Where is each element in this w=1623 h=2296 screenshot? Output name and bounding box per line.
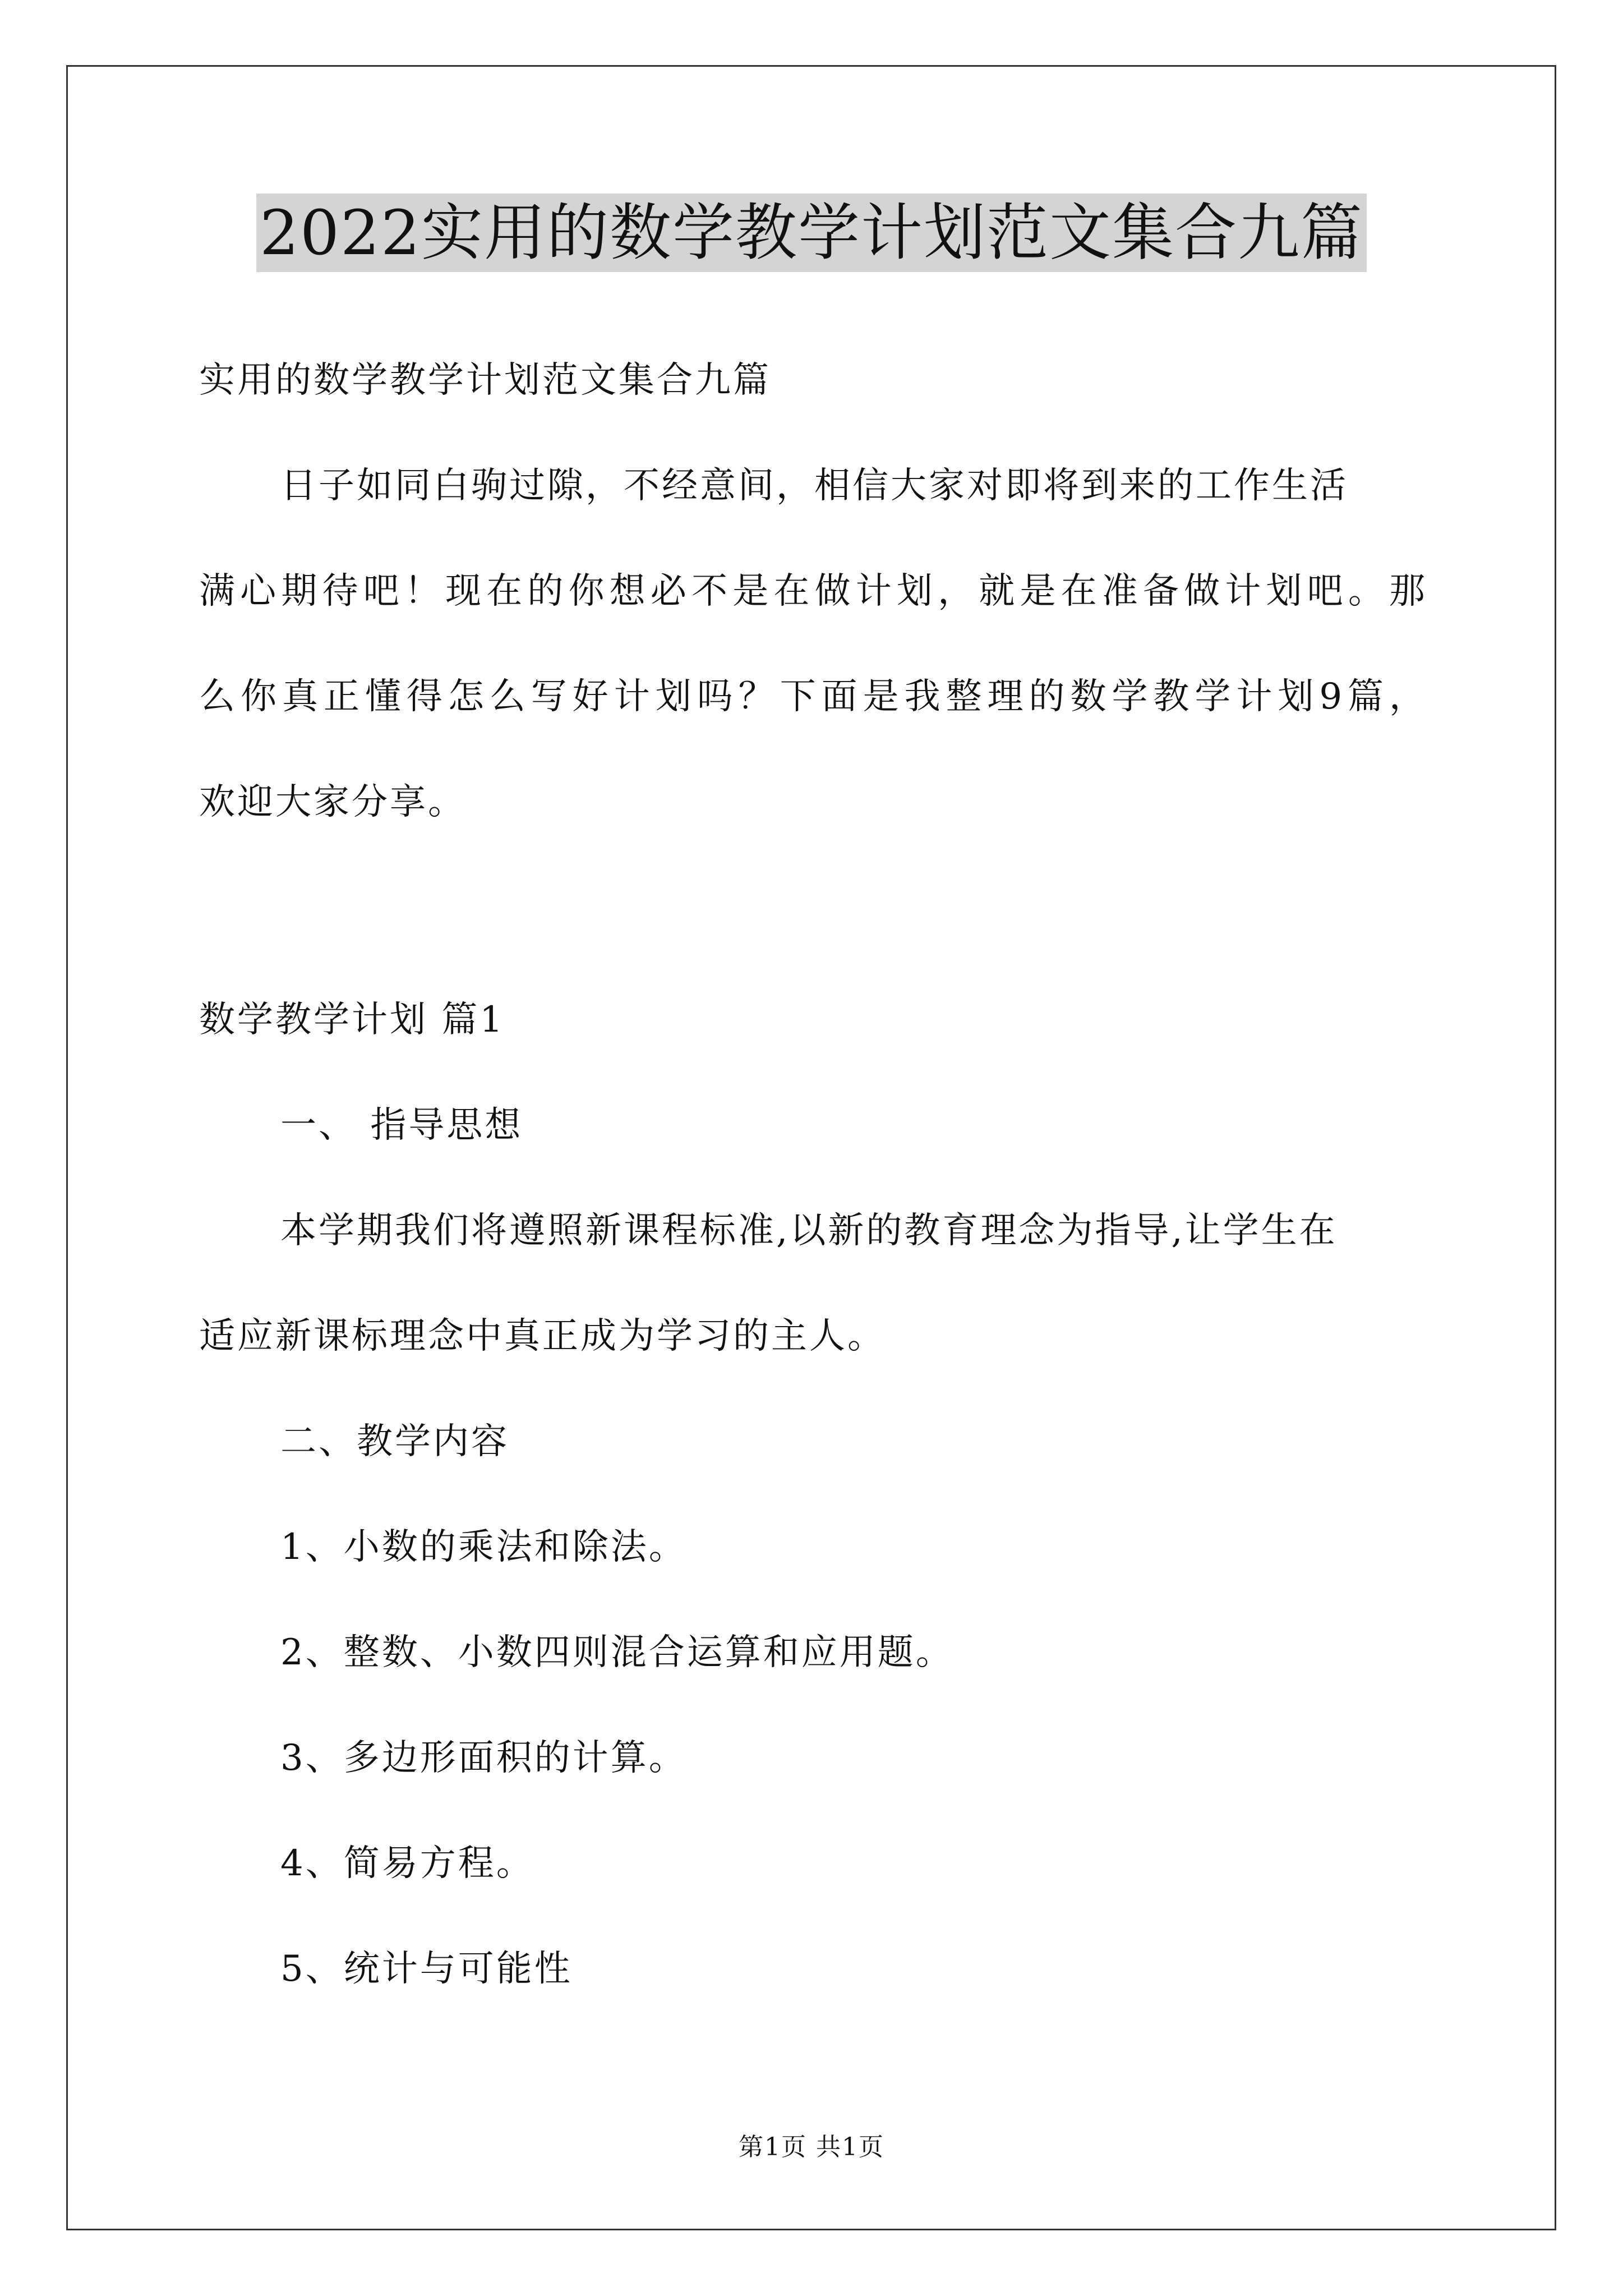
list-item: 4、简易方程。 [280,1843,534,1884]
paragraph-line: 本学期我们将遵照新课程标准,以新的教育理念为指导,让学生在 [280,1210,1338,1251]
document-subtitle: 实用的数学教学计划范文集合九篇 [199,360,771,401]
title-container [0,194,1623,272]
list-item: 3、多边形面积的计算。 [280,1737,687,1779]
intro-line: 满心期待吧！现在的你想必不是在做计划，就是在准备做计划吧。那 [199,570,1427,612]
list-item: 5、统计与可能性 [280,1948,573,1990]
intro-line: 欢迎大家分享。 [199,781,466,823]
part1-heading: 一、 指导思想 [280,1105,523,1146]
intro-line: 日子如同白驹过隙，不经意间，相信大家对即将到来的工作生活 [280,465,1348,507]
intro-line: 么你真正懂得怎么写好计划吗？下面是我整理的数学教学计划9篇， [199,676,1427,717]
part2-heading: 二、教学内容 [280,1421,509,1462]
paragraph-line: 适应新课标理念中真正成为学习的主人。 [199,1315,886,1357]
list-item: 2、整数、小数四则混合运算和应用题。 [280,1632,954,1673]
list-item: 1、小数的乘法和除法。 [280,1526,687,1568]
document-title: 2022实用的数学教学计划范文集合九篇 [256,194,1367,272]
page-footer: 第1页 共1页 [739,2133,884,2161]
section-heading: 数学教学计划 篇1 [199,999,505,1041]
